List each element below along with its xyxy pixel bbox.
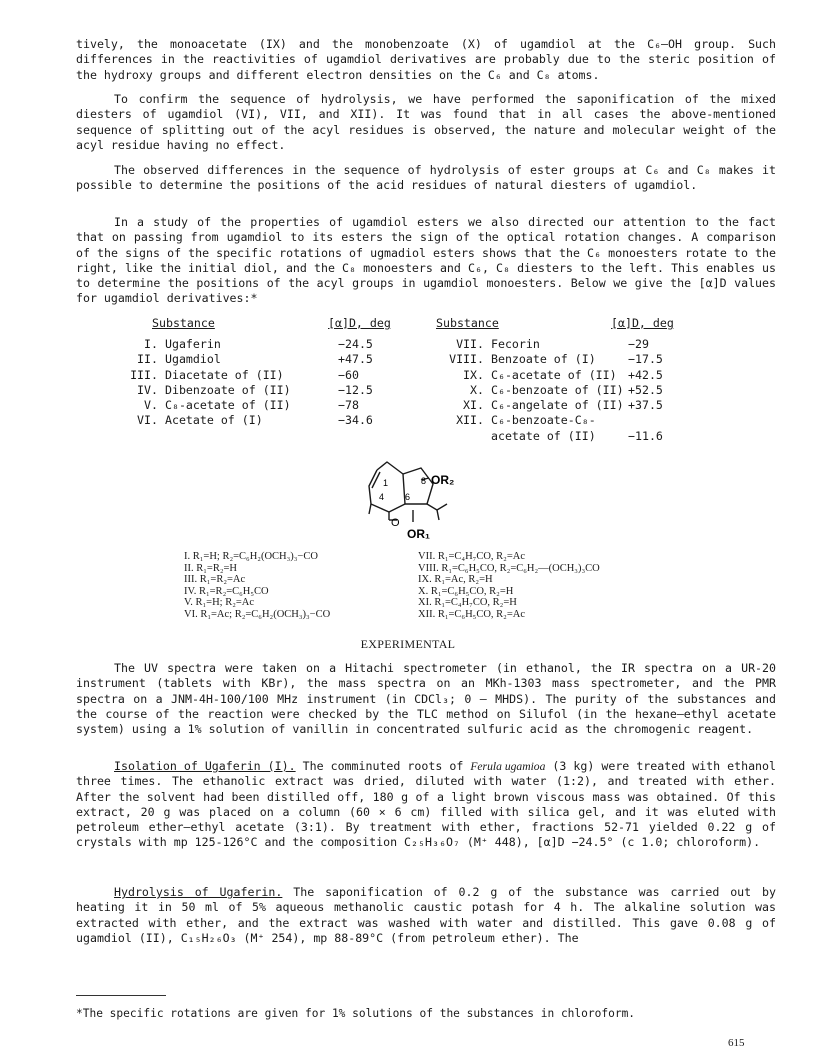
row-substance: Ugamdiol	[164, 352, 221, 366]
legend-item: XI. R₁=C₄H₇CO, R₂=H	[418, 597, 517, 609]
row-substance: Fecorin	[490, 337, 540, 351]
table-header-substance-left: Substance	[152, 316, 215, 330]
ring-a-bonds	[369, 470, 405, 512]
row-rotation-value: +42.5	[628, 368, 663, 382]
legend-item: I. R₁=H; R₂=C₆H₂(OCH₃)₃−CO	[184, 551, 318, 562]
row-substance: C₈-acetate of (II)	[164, 398, 291, 412]
paragraph-3: The observed differences in the sequence of hydrolysis of ester groups at C₆ and C₈ makes it possible to determine the positions of the acid residues of natural diesters of ugamdiol.	[76, 163, 776, 193]
row-rotation-value: +52.5	[628, 383, 663, 397]
legend-item: III. R₁=R₂=Ac	[184, 574, 246, 586]
row-rotation-value: −34.6	[338, 413, 373, 427]
table-row	[440, 398, 624, 413]
hydrolysis-heading: Hydrolysis of Ugaferin.	[114, 885, 283, 899]
legend-item: X. R₁=C₆H₅CO, R₂=H	[418, 585, 514, 597]
row-number: V.	[144, 398, 158, 412]
table-row	[440, 352, 596, 367]
row-substance: Diacetate of (II)	[164, 368, 284, 382]
legend-item: VIII. R₁=C₆H₅CO, R₂=C₆H₂—(OCH₃)₃CO	[418, 562, 600, 574]
hydrolysis-text: The saponification of 0.2 g of the substance was carried out by heating it in 50 ml of 5% aqueous methanolic caustic potash for 4 h. The alkaline solution was extracted with ether, and the extract was washed with water and distilled. This gave 0.08 g of ugamdiol (II), C₁₅H₂₆O₃ (M⁺ 254), mp 88-89°C (from petroleum ether). The	[76, 885, 776, 945]
legend-item: VI. R₁=Ac; R₂=C₆H₂(OCH₃)₃−CO	[184, 608, 331, 620]
row-rotation-value: +47.5	[338, 352, 373, 366]
or1-label: OR₁	[407, 527, 430, 541]
table-row	[118, 352, 221, 367]
legend-item: XII. R₁=C₆H₅CO, R₂=Ac	[418, 608, 525, 620]
table-row	[118, 413, 263, 428]
paragraph-1: tively, the monoacetate (IX) and the monobenzoate (X) of ugamdiol at the C₆—OH group. Such differences in the reactivities of ugamdiol derivatives are probably due to the steric position of the hydroxy groups and different electron densities on the C₆ and C₈ atoms.	[76, 37, 776, 82]
isolation-text-b: (3 kg) were treated with ethanol three times. The ethanolic extract was dried, diluted with water (1:2), and treated with ether. After the solvent had been distilled off, 180 g of a light brown viscous mass was obtained. Of this extract, 20 g was placed on a column (60 × 6 cm) filled with silica gel, and it was eluted with petroleum ether—ethyl acetate (3:1). By treatment with ether, fractions 52-71 yielded 0.22 g of crystals with mp 125-126°C and the composition C₂₅H₃₆O₇ (M⁺ 448), [α]D −24.5° (c 1.0; chloroform).	[76, 759, 776, 850]
row-substance: C₆-angelate of (II)	[490, 398, 624, 412]
table-row	[440, 413, 596, 428]
substituent-legend-left	[184, 551, 330, 621]
table-row	[118, 398, 291, 413]
row-number: III.	[130, 368, 158, 382]
ugamdiol-structure-diagram	[355, 448, 475, 544]
paragraph-isolation	[76, 759, 776, 851]
methyl-bond	[369, 504, 371, 514]
table-row	[440, 429, 596, 444]
legend-item: II. R₁=R₂=H	[184, 562, 237, 574]
row-number: XI.	[463, 398, 484, 412]
row-number: II.	[137, 352, 158, 366]
paragraph-2: To confirm the sequence of hydrolysis, we have performed the saponification of the mixed diesters of ugamdiol (VI), VII, and XII). It was found that in all cases the above-mentioned sequence of splitting out of the acyl residues is observed, the nature and molecular weight of the acyl residue having no effect.	[76, 92, 776, 152]
table-row	[440, 368, 617, 383]
rotation-table	[0, 0, 816, 460]
table-row	[118, 383, 291, 398]
atom-label-4: 4	[379, 492, 385, 502]
row-substance: acetate of (II)	[490, 429, 596, 443]
row-substance: Benzoate of (I)	[490, 352, 596, 366]
species-name: Ferula ugamioa	[470, 760, 546, 773]
table-row	[440, 337, 540, 352]
paragraph-4: In a study of the properties of ugamdiol esters we also directed our attention to the fact that on passing from ugamdiol to its esters the sign of the optical rotation changes. A comparison of the signs of the specific rotations of ugmadiol esters shows that the C₆ monoesters rotate to the right, like the initial diol, and the C₈ monoesters and C₆, C₈ diesters to the left. This enables us to determine the positions of the acyl groups in ugamdiol monoesters. Below we give the [α]D values for ugamdiol derivatives:*	[76, 215, 776, 306]
row-substance: C₆-benzoate of (II)	[490, 383, 624, 397]
row-rotation-value: −12.5	[338, 383, 373, 397]
section-title-experimental: EXPERIMENTAL	[360, 637, 456, 651]
page-number: 615	[728, 1037, 745, 1049]
row-rotation-value: −24.5	[338, 337, 373, 351]
row-rotation-value: −29	[628, 337, 649, 351]
row-number: VI.	[137, 413, 158, 427]
table-header-substance-right: Substance	[436, 316, 499, 330]
table-header-rotation-left: [α]D, deg	[328, 316, 391, 330]
footnote-rule	[76, 995, 166, 996]
oxygen-label: O	[391, 517, 400, 529]
row-number: IV.	[137, 383, 158, 397]
row-rotation-value: −17.5	[628, 352, 663, 366]
legend-item: IX. R₁=Ac, R₂=H	[418, 574, 493, 586]
legend-item: V. R₁=H; R₂=Ac	[184, 597, 255, 609]
substituent-legend-right	[418, 551, 600, 621]
legend-item: VII. R₁=C₄H₇CO, R₂=Ac	[418, 551, 525, 562]
paragraph-hydrolysis	[76, 885, 776, 946]
isopropyl-methyl	[437, 510, 439, 520]
or2-label: OR₂	[431, 473, 455, 487]
atom-label-1: 1	[383, 478, 389, 488]
atom-label-8: 8	[421, 476, 427, 486]
row-substance: Ugaferin	[164, 337, 221, 351]
double-bond	[372, 472, 380, 488]
atom-label-6: 6	[405, 492, 411, 502]
row-rotation-value: +37.5	[628, 398, 663, 412]
row-rotation-value: −11.6	[628, 429, 663, 443]
row-number: XII.	[456, 413, 484, 427]
row-substance: Acetate of (I)	[164, 413, 263, 427]
row-substance: C₆-acetate of (II)	[490, 368, 617, 382]
row-number: I.	[144, 337, 158, 351]
row-number: VII.	[456, 337, 484, 351]
row-number: VIII.	[449, 352, 484, 366]
table-row	[440, 383, 624, 398]
paragraph-methods: The UV spectra were taken on a Hitachi spectrometer (in ethanol, the IR spectra on a UR-20 instrument (tablets with KBr), the mass spectra on an MKh-1303 mass spectrometer, and the PMR spectra on a JNM-4H-100/100 MHz instrument (in CDCl₃; 0 — MHDS). The purity of the substances and the course of the reaction were checked by the TLC method on Silufol (in the hexane—ethyl acetate system) using a 1% solution of vanillin in concentrated sulfuric acid as the chromogenic reagent.	[76, 661, 776, 737]
isolation-text-a: The comminuted roots of	[295, 759, 471, 773]
isopropyl-bonds	[427, 504, 447, 510]
row-substance: Dibenzoate of (II)	[164, 383, 291, 397]
row-substance: C₆-benzoate-C₈-	[490, 413, 596, 427]
table-row	[118, 368, 284, 383]
row-rotation-value: −78	[338, 398, 359, 412]
row-number: IX.	[463, 368, 484, 382]
footnote: *The specific rotations are given for 1% solutions of the substances in chloroform.	[76, 1007, 636, 1020]
row-rotation-value: −60	[338, 368, 359, 382]
table-header-rotation-right: [α]D, deg	[611, 316, 674, 330]
legend-item: IV. R₁=R₂=C₆H₅CO	[184, 585, 269, 597]
row-number: X.	[470, 383, 484, 397]
table-row	[118, 337, 221, 352]
isolation-heading: Isolation of Ugaferin (I).	[114, 759, 296, 773]
